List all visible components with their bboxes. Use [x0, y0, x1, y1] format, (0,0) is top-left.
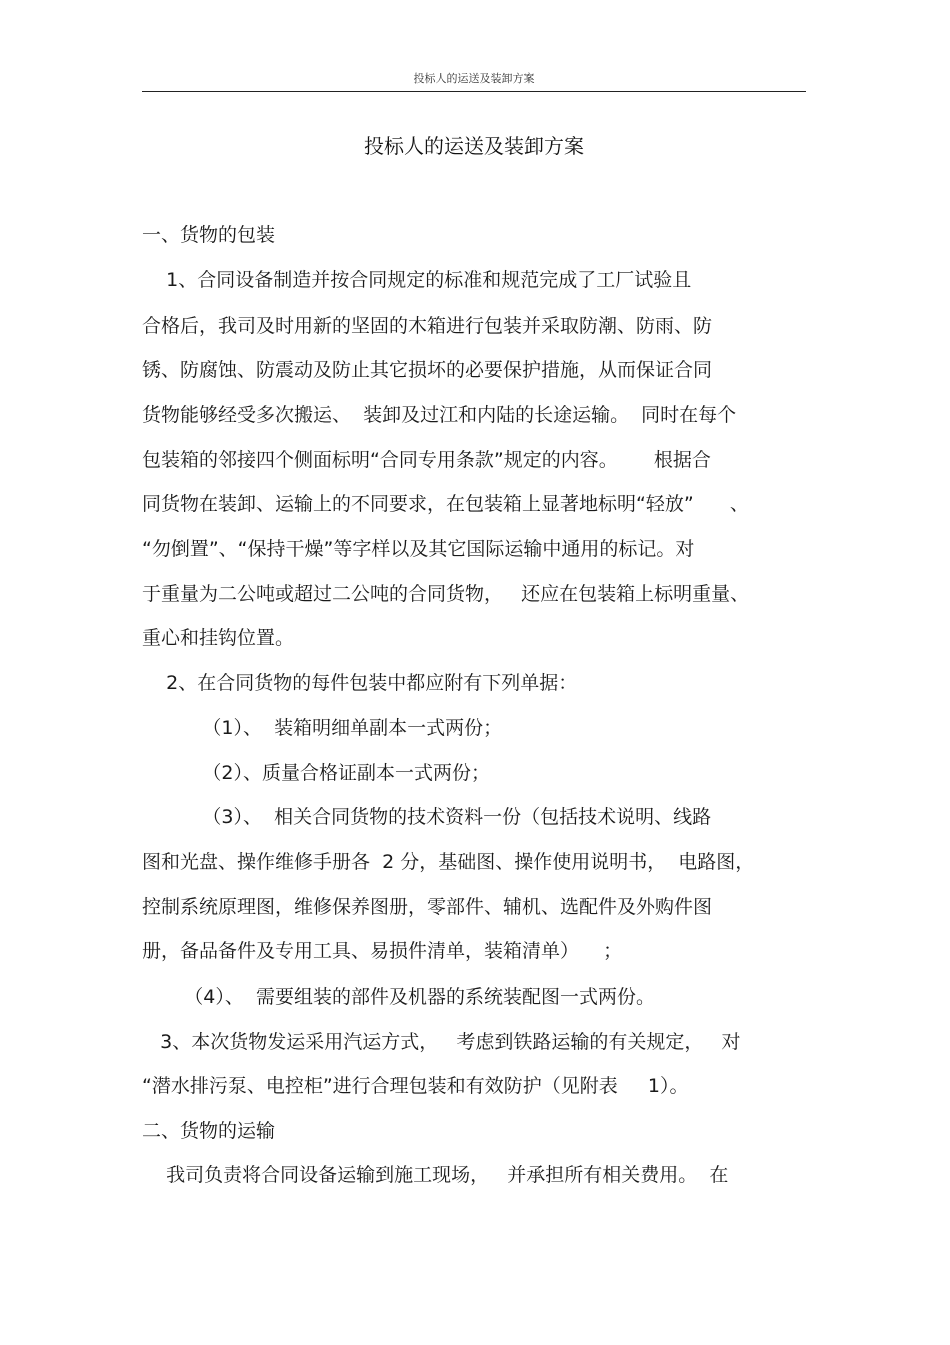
list-item: （2）、质量合格证副本一式两份； [142, 762, 490, 784]
paragraph-line: 重心和挂钩位置。 [142, 627, 295, 649]
paragraph-line: 锈、防腐蚀、防震动及防止其它损坏的必要保护措施，从而保证合同 [142, 359, 713, 381]
section-heading-packaging: 一、货物的包装 [142, 224, 276, 246]
list-item: （1）、 装箱明细单副本一式两份； [142, 717, 503, 739]
document-title: 投标人的运送及装卸方案 [364, 134, 584, 158]
list-item: （4）、 需要组装的部件及机器的系统装配图一式两份。 [142, 986, 655, 1008]
paragraph-line: 我司负责将合同设备运输到施工现场， 并承担所有相关费用。 在 [142, 1164, 729, 1186]
paragraph-line: 1、合同设备制造并按合同规定的标准和规范完成了工厂试验且 [142, 269, 692, 291]
paragraph-line: “勿倒置”、“保持干燥”等字样以及其它国际运输中通用的标记。对 [142, 538, 695, 560]
running-header: 投标人的运送及装卸方案 [413, 72, 535, 85]
paragraph-line: 2、在合同货物的每件包装中都应附有下列单据： [142, 672, 578, 694]
section-heading-transport: 二、货物的运输 [142, 1120, 276, 1142]
paragraph-line: 于重量为二公吨或超过二公吨的合同货物， 还应在包装箱上标明重量、 [142, 583, 750, 605]
paragraph-line: 包装箱的邻接四个侧面标明“合同专用条款”规定的内容。 根据合 [142, 449, 711, 471]
paragraph-line: 同货物在装卸、运输上的不同要求，在包装箱上显著地标明“轻放” 、 [142, 493, 749, 515]
paragraph-line: 图和光盘、操作维修手册各 2 分，基础图、操作使用说明书， 电路图， [142, 851, 755, 873]
paragraph-line: “潜水排污泵、电控柜”进行合理包装和有效防护（见附表 1）。 [142, 1075, 689, 1097]
paragraph-line: 合格后，我司及时用新的坚固的木箱进行包装并采取防潮、防雨、防 [142, 315, 713, 337]
paragraph-line: 册，备品备件及专用工具、易损件清单，装箱清单） ； [142, 940, 623, 962]
paragraph-line: 货物能够经受多次搬运、 装卸及过江和内陆的长途运输。 同时在每个 [142, 404, 737, 426]
header-divider [142, 91, 806, 92]
paragraph-line: 控制系统原理图，维修保养图册，零部件、辅机、选配件及外购件图 [142, 896, 713, 918]
list-item: （3）、 相关合同货物的技术资料一份（包括技术说明、线路 [142, 806, 712, 828]
paragraph-line: 3、本次货物发运采用汽运方式， 考虑到铁路运输的有关规定， 对 [142, 1031, 741, 1053]
